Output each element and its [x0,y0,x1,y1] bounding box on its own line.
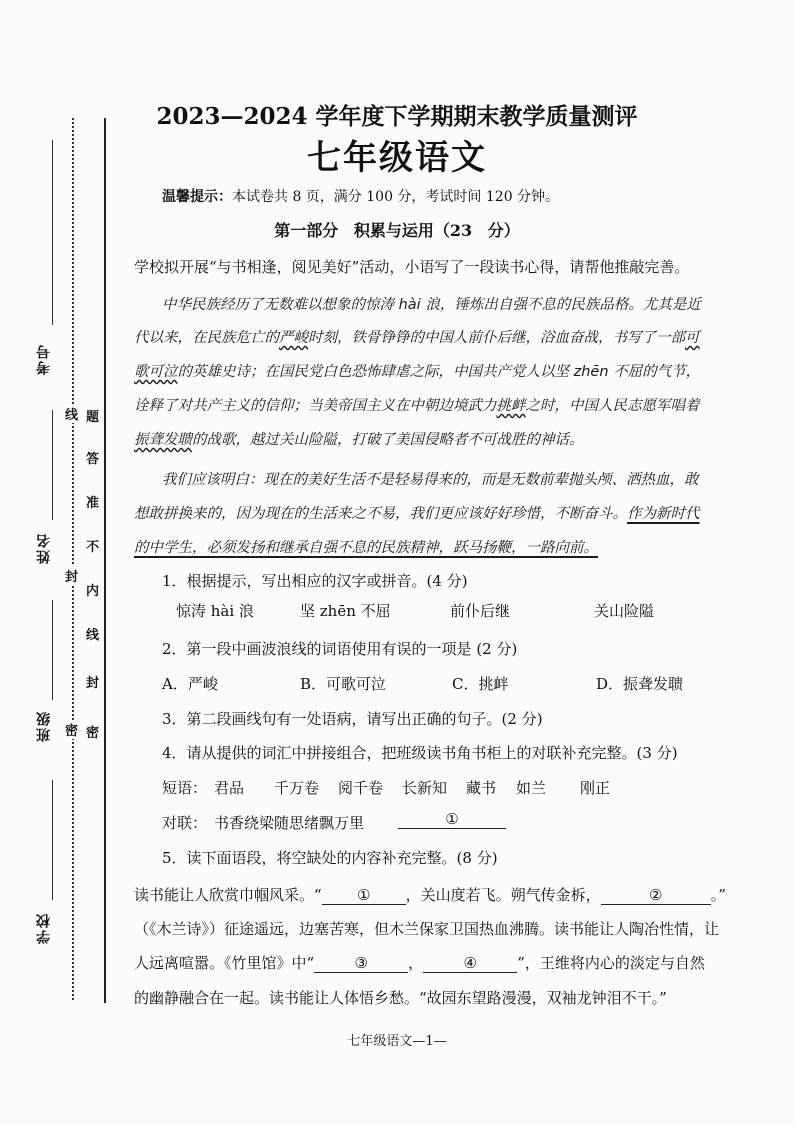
q4-word: 阅千卷 [338,779,384,797]
class-field-line [52,600,53,700]
q1-item: 关山险隘 [594,602,655,620]
seal-note-char: 封 [86,676,100,691]
question-5-stem: 5．读下面语段，将空缺处的内容补充完整。(8 分) [162,849,498,867]
binding-dotted-line [72,118,74,1000]
seal-note-char: 题 [86,410,100,425]
q5-line1: 读书能让人欣赏巾帼风采。“ ① ，关山度若飞。朔气传金柝， ② 。” [134,886,726,904]
question-3-stem: 3．第二段画线句有一处语病，请写出正确的句子。(2 分) [162,710,543,728]
q5-blank-3[interactable]: ③ [314,954,408,973]
activity-intro: 学校拟开展“与书相逢，阅见美好”活动，小语写了一段读书心得，请帮他推敲完善。 [134,258,690,276]
seal-note-char: 线 [86,628,100,643]
q1-item: 前仆后继 [450,602,511,620]
seal-note-char: 准 [86,496,100,511]
part-title: 第一部分 积累与运用（23 分） [274,221,520,240]
q4-word: 长新知 [402,779,448,797]
exam-title: 2023—2024 学年度下学期期末教学质量测评 [156,103,638,130]
school-field-line [52,780,53,900]
exam-tip [162,186,559,206]
wavy-word-kegekeqi: 歌可泣 [134,364,178,380]
name-label: 姓名 [36,532,52,564]
q4-word: 千万卷 [274,779,320,797]
q4-answer-blank[interactable]: ① [398,810,506,829]
class-label: 班级 [36,710,52,742]
seal-mark-feng: 封 [65,566,78,585]
wavy-word-yanjun: 严峻 [279,330,308,346]
seal-note-char: 不 [86,540,100,555]
wavy-word-tiaoxin: 挑衅 [496,398,526,414]
q5-line2: （《木兰诗》）征途遥远，边塞苦寒，但木兰保家卫国热血沸腾。读书能让人陶冶性情，让 [134,920,720,938]
q4-word: 君品 [214,779,245,797]
q1-item: 坚 zhēn 不屈 [300,602,391,620]
underlined-sentence: 作为新时代 [627,506,700,522]
q5-blank-1[interactable]: ① [322,886,406,905]
q4-word: 如兰 [516,779,547,797]
exam-number-label: 考号 [36,343,52,375]
name-field-line [52,410,53,520]
passage2-line3: 的中学生，必须发扬和继承自强不息的民族精神，跃马扬鞭，一路向前。 [134,540,598,556]
q5-line4: 的幽静融合在一起。读书能让人体悟乡愁。“故园东望路漫漫，双袖龙钟泪不干。” [134,989,667,1007]
q4-couplet-text: 书香绕梁随思绪飘万里 [214,814,365,832]
passage1-line5: 振聋发聩的战歌，越过关山险隘，打破了美国侵略者不可战胜的神话。 [134,432,584,448]
seal-mark-mi: 密 [65,720,78,739]
question-2-stem: 2．第一段中画波浪线的词语使用有误的一项是 (2 分) [162,640,518,658]
q4-word: 刚正 [580,779,611,797]
q5-blank-4[interactable]: ④ [423,954,517,973]
q4-words-label: 短语： [162,779,208,797]
q4-word: 藏书 [466,779,497,797]
passage2-line2: 想敢拼换来的，因为现在的生活来之不易，我们更应该好好珍惜，不断奋斗。作为新时代 [134,506,700,522]
tip-text: 本试卷共 8 页，满分 100 分，考试时间 120 分钟。 [232,189,560,205]
passage2-line1: 我们应该明白：现在的美好生活不是轻易得来的，而是无数前辈抛头颅、洒热血，敢 [162,472,699,488]
q2-option-c: C．挑衅 [452,675,509,693]
passage1-line4: 诠释了对共产主义的信仰；当美帝国主义在中朝边境武力挑衅之时，中国人民志愿军唱着 [134,398,700,414]
q5-blank-2[interactable]: ② [601,886,711,905]
q2-option-a: A．严峻 [162,675,218,693]
q2-option-d: D．振聋发聩 [596,675,684,693]
q5-line3: 人远离喧嚣。《竹里馆》中“ ③ ， ④ ”，王维将内心的淡定与自然 [134,954,705,972]
binding-solid-line [104,118,106,1003]
passage1-line1: 中华民族经历了无数难以想象的惊涛 hài 浪，锤炼出自强不息的民族品格。尤其是近 [162,297,701,313]
q1-item: 惊涛 hài 浪 [176,602,254,620]
seal-note-char: 密 [86,726,100,741]
page-footer: 七年级语文—1— [347,1034,447,1049]
passage1-line3: 歌可泣的英雄史诗；在国民党白色恐怖肆虐之际，中国共产党人以坚 zhēn 不屈的气节， [134,364,701,380]
passage1-line2: 代以来，在民族危亡的严峻时刻，铁骨铮铮的中国人前仆后继，浴血奋战，书写了一部可 [134,330,700,346]
school-label: 学校 [36,912,52,944]
question-4-stem: 4．请从提供的词汇中拼接组合，把班级读书角书柜上的对联补充完整。(3 分) [162,744,678,762]
subject-title: 七年级语文 [307,138,487,178]
seal-mark-xian: 线 [65,404,78,423]
question-1-stem: 1．根据提示，写出相应的汉字或拼音。(4 分) [162,572,468,590]
wavy-word-zhenlongfakui: 振聋发聩 [134,432,192,448]
q4-couplet-label: 对联： [162,814,208,832]
seal-note-char: 内 [86,584,100,599]
seal-note-char: 答 [86,452,100,467]
q2-option-b: B．可歌可泣 [300,675,387,693]
tip-label: 温馨提示： [162,189,232,205]
